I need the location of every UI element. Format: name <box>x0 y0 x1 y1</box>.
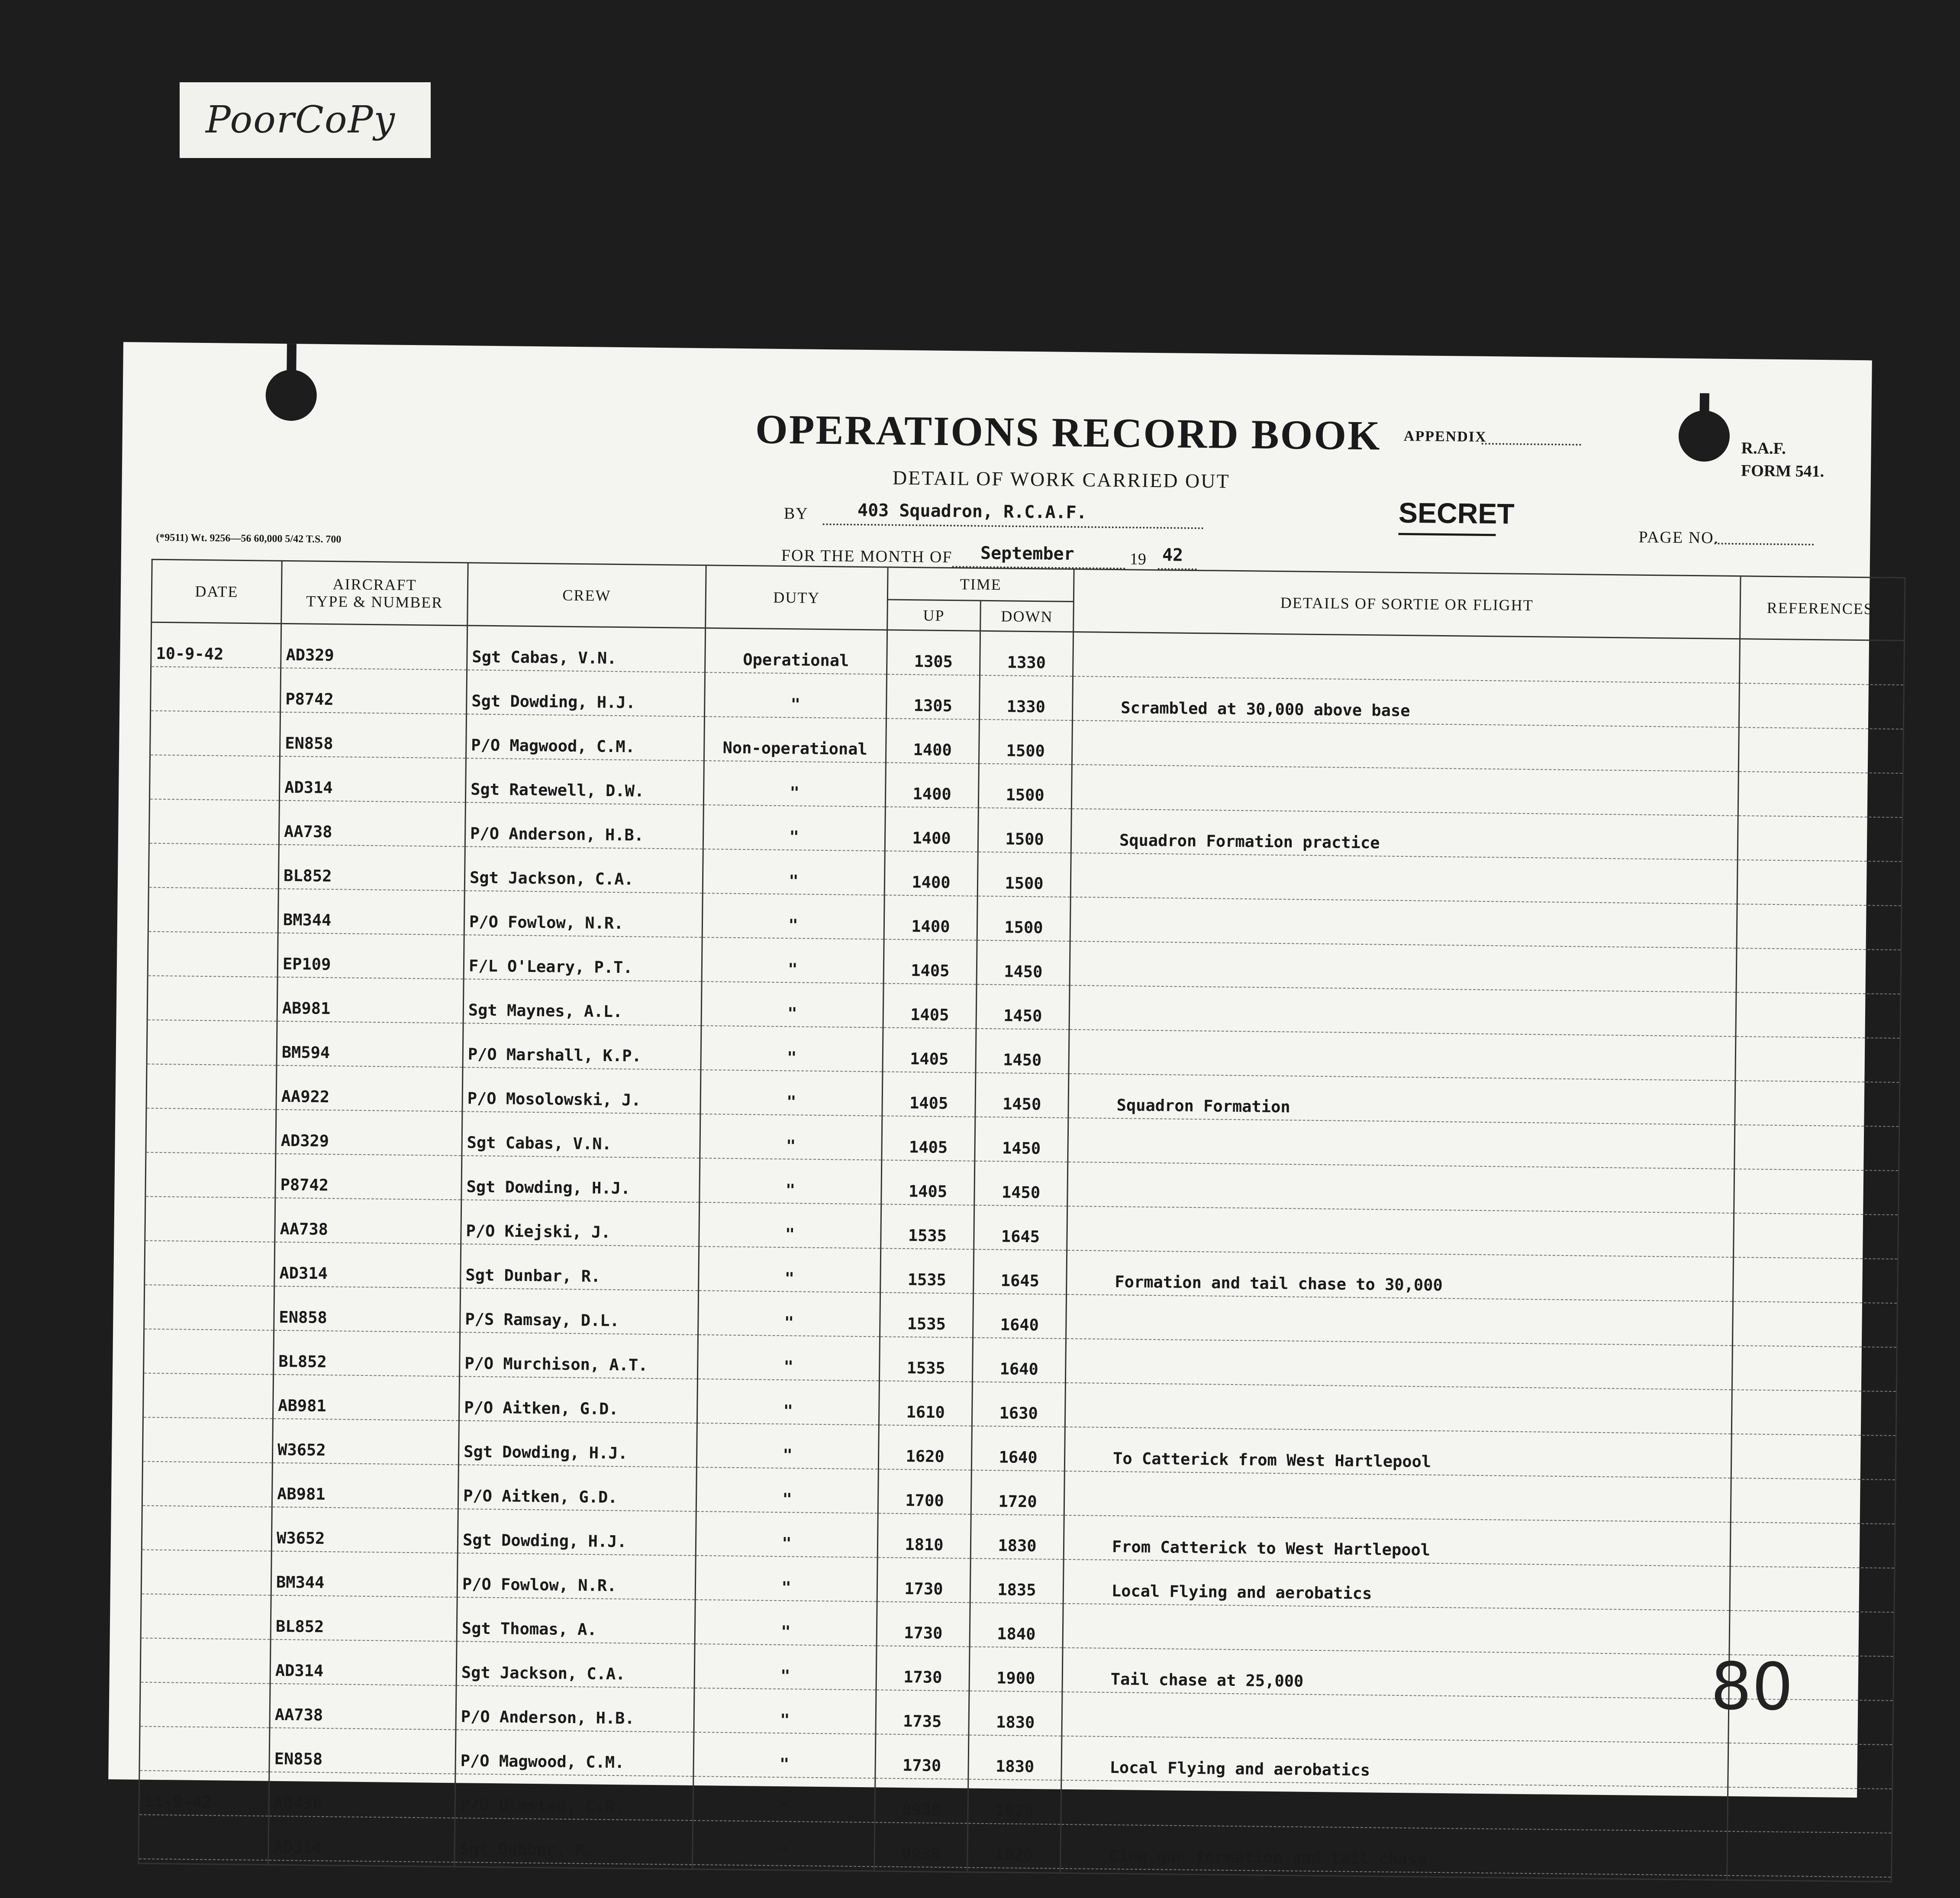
cell-down: 1900 <box>969 1647 1063 1692</box>
cell-date <box>146 1108 276 1154</box>
cell-duty: " <box>703 805 885 851</box>
cell-crew: P/O Fowlow, N.R. <box>457 1553 696 1600</box>
cell-up: 1400 <box>885 762 979 807</box>
cell-details <box>1068 1118 1735 1169</box>
cell-empty <box>139 1859 268 1865</box>
cell-references <box>1727 1831 1892 1877</box>
cell-details <box>1067 1162 1734 1213</box>
cell-date <box>139 1727 270 1772</box>
cell-references <box>1739 639 1904 685</box>
cell-crew: P/O Aitken, G.D. <box>459 1376 697 1423</box>
cell-details <box>1062 1692 1729 1743</box>
cell-date <box>142 1506 272 1551</box>
cell-down: 1500 <box>978 808 1071 853</box>
cell-duty: " <box>697 1335 880 1381</box>
cell-crew: P/O Anderson, H.B. <box>456 1685 694 1732</box>
by-label: BY <box>783 504 809 523</box>
cell-details: Cine gun formation and tail chase <box>1061 1824 1728 1875</box>
cell-down: 1500 <box>977 852 1071 897</box>
cell-duty: " <box>698 1291 880 1336</box>
cell-down: 1645 <box>974 1249 1067 1294</box>
cell-aircraft: AB981 <box>272 1463 458 1509</box>
cell-details <box>1069 985 1736 1036</box>
operations-table <box>138 559 1905 1882</box>
punch-slot-left <box>287 344 297 391</box>
cell-details <box>1069 1030 1736 1081</box>
cell-crew: Sgt Cabas, V.N. <box>462 1111 700 1158</box>
cell-date <box>144 1329 274 1375</box>
cell-date <box>148 888 278 933</box>
page-no-field <box>1714 543 1814 546</box>
cell-details <box>1072 720 1739 771</box>
month-label: FOR THE MONTH OF <box>781 546 953 567</box>
cell-aircraft: AA922 <box>276 1065 463 1111</box>
cell-down: 1645 <box>974 1205 1067 1250</box>
cell-duty: " <box>693 1821 875 1866</box>
cell-references <box>1731 1478 1896 1524</box>
cell-aircraft: AB981 <box>277 977 464 1023</box>
cell-empty <box>967 1868 1061 1873</box>
cell-up: 1730 <box>875 1734 969 1779</box>
cell-up: 1735 <box>876 1690 969 1735</box>
cell-date <box>149 755 280 801</box>
cell-details <box>1066 1294 1733 1346</box>
cell-references <box>1731 1390 1896 1436</box>
cell-date: 11-9-42 <box>139 1771 269 1816</box>
cell-up: 1610 <box>879 1381 972 1426</box>
cell-duty: " <box>702 893 884 939</box>
cell-up: 1305 <box>886 675 980 720</box>
cell-down: 1630 <box>972 1382 1065 1427</box>
cell-up: 1400 <box>886 719 979 764</box>
cell-up: 1405 <box>882 1116 975 1161</box>
cell-up: 1405 <box>882 1072 976 1117</box>
cell-duty: " <box>696 1511 878 1557</box>
cell-aircraft: P8742 <box>280 668 467 714</box>
cell-down: 1830 <box>968 1735 1062 1780</box>
cell-references <box>1736 948 1901 994</box>
cell-references <box>1734 1125 1899 1171</box>
cell-references <box>1738 816 1902 862</box>
cell-details: Tail chase at 25,000 <box>1062 1648 1729 1699</box>
table-body <box>139 622 1905 1882</box>
cell-duty: Operational <box>705 628 887 675</box>
cell-up: 1620 <box>878 1425 972 1470</box>
cell-crew: P/O Marshall, K.P. <box>463 1023 701 1070</box>
cell-references <box>1730 1522 1895 1568</box>
cell-duty: " <box>705 672 887 718</box>
cell-down: 1020 <box>967 1824 1061 1869</box>
cell-crew: Sgt Ratewell, D.W. <box>465 758 704 805</box>
cell-crew: P/O Kiejski, J. <box>461 1200 700 1246</box>
cell-crew: Sgt Dubbar, R. <box>455 1818 693 1865</box>
cell-up: 1405 <box>883 1027 976 1072</box>
cell-aircraft: AA738 <box>270 1684 456 1730</box>
cell-date <box>145 1197 275 1242</box>
cell-date <box>139 1815 269 1860</box>
cell-references <box>1737 904 1902 950</box>
classification-stamp: SECRET <box>1398 496 1515 530</box>
cell-aircraft: AA738 <box>275 1198 461 1244</box>
cell-references <box>1737 860 1902 906</box>
year-value: 42 <box>1162 545 1183 565</box>
cell-duty: " <box>699 1246 881 1292</box>
cell-aircraft: BL852 <box>271 1595 457 1641</box>
cell-date <box>149 799 279 845</box>
record-sheet <box>108 342 1879 1869</box>
cell-crew: Sgt Cabas, V.N. <box>467 626 706 672</box>
cell-crew: Sgt Jackson, C.A. <box>456 1641 695 1688</box>
cell-details <box>1061 1780 1728 1831</box>
cell-up: 1400 <box>884 851 978 896</box>
cell-crew: P/O Aitken, G.D. <box>458 1465 696 1511</box>
cell-down: 1500 <box>978 764 1072 809</box>
cell-details: Squadron Formation practice <box>1071 809 1738 860</box>
cell-details: Local Flying and aerobatics <box>1063 1559 1730 1611</box>
cell-aircraft: AD314 <box>270 1640 457 1685</box>
cell-date <box>148 843 279 889</box>
cell-crew: Sgt Dowding, H.J. <box>458 1420 697 1467</box>
by-field <box>823 523 1204 529</box>
cell-details: Scrambled at 30,000 above base <box>1072 676 1739 727</box>
cell-aircraft: EN858 <box>280 712 467 758</box>
cell-details <box>1070 853 1738 904</box>
year-label: 19 <box>1129 550 1147 568</box>
cell-aircraft: AD329 <box>281 623 467 670</box>
print-reference: (*9511) Wt. 9256—56 60,000 5/42 T.S. 700 <box>156 532 342 546</box>
cell-down: 1830 <box>969 1691 1062 1736</box>
col-time: TIME <box>887 567 1074 601</box>
cell-up: 1405 <box>883 939 977 984</box>
cell-down: 1020 <box>968 1779 1061 1824</box>
cell-date <box>145 1152 276 1198</box>
cell-details <box>1070 897 1737 948</box>
cell-date <box>143 1373 273 1419</box>
punch-slot-right <box>1699 393 1709 441</box>
cell-crew: P/O Murchison, A.T. <box>460 1332 698 1379</box>
cell-crew: P/S Ramsay, D.L. <box>460 1288 699 1335</box>
cell-down: 1500 <box>977 896 1070 941</box>
cell-up: 1405 <box>883 983 977 1028</box>
cell-up: 0930 <box>874 1822 968 1867</box>
cell-date <box>142 1462 272 1507</box>
cell-up: 1730 <box>877 1601 970 1646</box>
cell-duty: " <box>700 1114 882 1160</box>
cell-duty: " <box>696 1467 878 1513</box>
cell-references <box>1738 771 1903 817</box>
cell-references <box>1730 1566 1895 1612</box>
cell-down: 1450 <box>976 1029 1069 1074</box>
cell-aircraft: BM594 <box>277 1021 463 1067</box>
cell-up: 1400 <box>884 895 977 940</box>
cell-date <box>148 932 278 977</box>
col-aircraft: AIRCRAFT TYPE & NUMBER <box>281 561 468 625</box>
cell-aircraft: W3652 <box>272 1419 459 1465</box>
cell-duty: " <box>703 849 885 895</box>
appendix-label: APPENDIX <box>1403 428 1487 445</box>
cell-crew: P/O Fowlow, N.R. <box>464 891 703 937</box>
col-duty: DUTY <box>706 565 888 630</box>
cell-crew: Sgt Jackson, C.A. <box>464 846 703 893</box>
cell-crew: P/O Mosolowski, J. <box>462 1067 701 1114</box>
cell-down: 1450 <box>975 1073 1069 1118</box>
cell-up: 1400 <box>885 807 978 852</box>
cell-date <box>140 1638 271 1684</box>
cell-duty: " <box>699 1202 881 1248</box>
cell-aircraft: BM344 <box>278 889 464 935</box>
cell-date <box>150 711 280 756</box>
cell-details: To Catterick from West Hartlepool <box>1064 1427 1731 1478</box>
cell-details <box>1067 1206 1734 1257</box>
cell-crew: Sgt Dunbar, R. <box>461 1244 699 1291</box>
cell-crew: Sgt Maynes, A.L. <box>463 979 702 1026</box>
cell-references <box>1728 1743 1893 1789</box>
cell-down: 1450 <box>977 940 1070 985</box>
cell-down: 1500 <box>979 720 1072 765</box>
cell-crew: P/O Anderson, H.B. <box>465 802 703 849</box>
col-references: REFERENCES. <box>1740 576 1905 641</box>
cell-down: 1830 <box>970 1514 1064 1559</box>
month-value: September <box>980 543 1074 565</box>
cell-duty: " <box>702 937 884 983</box>
page-no-label: PAGE NO. <box>1638 528 1719 547</box>
cell-aircraft: BL852 <box>274 1330 460 1376</box>
cell-date <box>145 1241 275 1286</box>
page-title: OPERATIONS RECORD BOOK <box>755 406 1382 459</box>
cell-up: 1535 <box>879 1336 973 1382</box>
cell-references <box>1731 1434 1896 1480</box>
cell-duty: " <box>694 1688 876 1734</box>
cell-references <box>1732 1301 1897 1347</box>
cell-details <box>1064 1471 1731 1522</box>
cell-details <box>1063 1604 1730 1655</box>
cell-down: 1450 <box>974 1161 1068 1206</box>
cell-duty: " <box>695 1600 877 1646</box>
cell-down: 1330 <box>980 631 1073 676</box>
squadron-name: 403 Squadron, R.C.A.F. <box>857 500 1087 523</box>
cell-references <box>1732 1346 1897 1391</box>
cell-up: 1730 <box>876 1646 970 1691</box>
cell-up: 1700 <box>878 1469 971 1514</box>
page-subtitle: DETAIL OF WORK CARRIED OUT <box>892 466 1230 492</box>
form-number: R.A.F. FORM 541. <box>1741 439 1825 481</box>
cell-references <box>1738 727 1903 773</box>
cell-duty: " <box>695 1556 877 1601</box>
cell-references <box>1734 1169 1899 1215</box>
cell-duty: " <box>700 1158 882 1204</box>
cell-aircraft: AB438 <box>269 1772 455 1818</box>
cell-aircraft: AA738 <box>279 801 465 846</box>
cell-aircraft: AD314 <box>279 756 466 802</box>
cell-date <box>141 1594 271 1640</box>
cell-details: Squadron Formation <box>1068 1074 1735 1125</box>
cell-up: 1535 <box>880 1292 974 1337</box>
cell-date <box>141 1550 271 1595</box>
cell-aircraft: EN858 <box>269 1728 456 1774</box>
cell-details <box>1070 941 1737 992</box>
cell-date <box>140 1682 270 1728</box>
cell-references <box>1734 1213 1899 1259</box>
cell-aircraft: BM344 <box>271 1551 458 1597</box>
cell-details: Formation and tail chase to 30,000 <box>1067 1250 1734 1301</box>
archive-label: PoorCoPy <box>180 82 431 158</box>
cell-references <box>1736 992 1901 1038</box>
handwritten-page-number: 80 <box>1710 1649 1794 1725</box>
cell-duty: " <box>693 1776 875 1822</box>
cell-duty: Non-operational <box>704 717 886 762</box>
cell-up: 1535 <box>881 1204 974 1249</box>
cell-duty: " <box>701 981 883 1027</box>
cell-empty <box>874 1866 967 1872</box>
cell-aircraft: W3652 <box>271 1507 458 1553</box>
cell-duty: " <box>696 1423 879 1469</box>
classification-underline <box>1398 533 1496 536</box>
cell-details <box>1073 632 1740 684</box>
cell-aircraft: P8742 <box>275 1154 462 1200</box>
cell-duty: " <box>693 1732 876 1778</box>
cell-details <box>1065 1383 1732 1434</box>
cell-references <box>1733 1257 1898 1303</box>
cell-references <box>1728 1787 1892 1833</box>
cell-up: 0930 <box>875 1778 968 1823</box>
cell-down: 1835 <box>970 1559 1064 1604</box>
col-time-down: DOWN <box>980 600 1074 632</box>
cell-aircraft: AB981 <box>273 1375 459 1420</box>
cell-duty: " <box>697 1379 879 1425</box>
cell-aircraft: AD314 <box>268 1816 455 1862</box>
cell-aircraft: AD314 <box>274 1242 461 1288</box>
cell-crew: P/O Magwood, C.M. <box>466 714 704 761</box>
cell-date <box>147 1020 277 1065</box>
cell-down: 1330 <box>979 675 1073 720</box>
cell-down: 1640 <box>972 1338 1066 1383</box>
col-crew: CREW <box>467 563 706 628</box>
cell-references <box>1739 683 1904 729</box>
cell-aircraft: AD329 <box>276 1110 462 1156</box>
cell-date: 10-9-42 <box>151 622 281 668</box>
cell-crew: Sgt Thomas, A. <box>457 1597 695 1644</box>
cell-up: 1730 <box>877 1557 970 1602</box>
cell-crew: F/L O'Leary, P.T. <box>464 935 702 981</box>
cell-date <box>146 1064 277 1110</box>
cell-crew: P/O Olmsted, C.R. <box>455 1774 693 1821</box>
cell-crew: P/O Magwood, C.M. <box>455 1730 694 1776</box>
cell-crew: Sgt Dowding, H.J. <box>461 1156 700 1202</box>
cell-duty: " <box>694 1644 877 1690</box>
cell-up: 1810 <box>877 1513 971 1558</box>
cell-aircraft: BL852 <box>278 845 465 891</box>
cell-crew: Sgt Dowding, H.J. <box>458 1509 696 1556</box>
cell-date <box>144 1285 274 1330</box>
cell-aircraft: EN858 <box>274 1286 461 1332</box>
cell-date <box>142 1417 273 1463</box>
col-date: DATE <box>152 559 282 623</box>
cell-up: 1405 <box>881 1160 975 1205</box>
cell-details: Local Flying and aerobatics <box>1061 1736 1728 1787</box>
cell-references <box>1735 1081 1900 1127</box>
cell-up: 1535 <box>880 1248 974 1293</box>
cell-references <box>1735 1036 1900 1082</box>
cell-duty: " <box>700 1070 883 1116</box>
cell-aircraft: EP109 <box>277 933 464 979</box>
cell-down: 1450 <box>975 1117 1068 1162</box>
appendix-field <box>1482 443 1581 445</box>
cell-down: 1640 <box>973 1294 1067 1339</box>
cell-down: 1720 <box>971 1470 1064 1515</box>
cell-down: 1450 <box>976 985 1070 1030</box>
cell-crew: Sgt Dowding, H.J. <box>467 670 705 717</box>
cell-duty: " <box>701 1026 883 1072</box>
cell-up: 1305 <box>887 630 980 675</box>
col-time-up: UP <box>887 600 981 631</box>
cell-details <box>1065 1339 1732 1390</box>
col-details: DETAILS OF SORTIE OR FLIGHT <box>1073 569 1741 639</box>
cell-details: From Catterick to West Hartlepool <box>1064 1515 1731 1566</box>
cell-details <box>1071 765 1738 816</box>
cell-down: 1640 <box>971 1426 1065 1471</box>
cell-duty: " <box>703 761 886 807</box>
cell-date <box>147 976 277 1021</box>
cell-down: 1840 <box>970 1603 1063 1648</box>
cell-date <box>151 667 281 712</box>
